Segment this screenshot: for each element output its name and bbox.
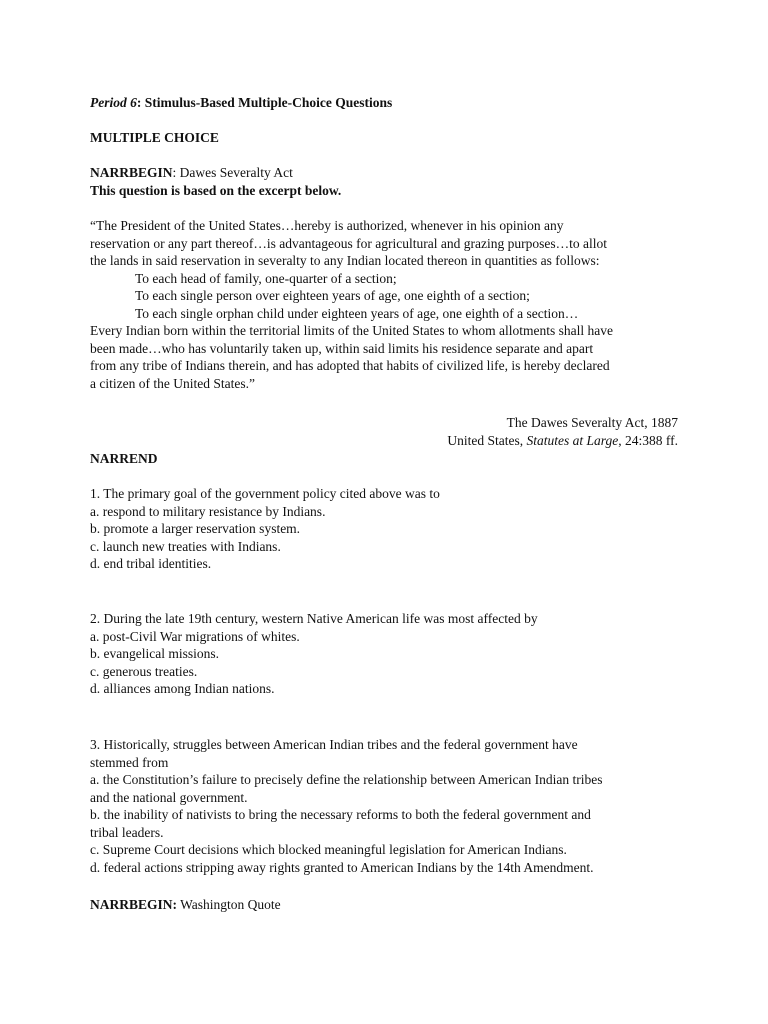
question-stem: 2. During the late 19th century, western Native American life was most affected by [90,611,538,626]
answer-option: c. generous treaties. [90,663,198,679]
answer-option: and the national government. [90,789,248,805]
quote-citation [447,414,678,449]
narrbegin-tag: NARRBEGIN [90,165,173,180]
question-3 [90,736,602,876]
quote-line: been made…who has voluntarily taken up, within said limits his residence separate and apart [90,340,594,356]
narrative-begin-1 [90,164,293,182]
narrative-end: NARREND [90,451,158,466]
quote-line: a citizen of the United States.” [90,375,255,391]
quote-indented-line: To each single orphan child under eighteen years of age, one eighth of a section… [135,305,579,321]
citation-source [447,432,678,450]
answer-option: c. launch new treaties with Indians. [90,538,281,554]
question-2 [90,610,538,698]
quote-line: from any tribe of Indians therein, and has adopted that habits of civilized life, is hereby declared [90,358,610,373]
answer-option: c. Supreme Court decisions which blocked meaningful legislation for American Indians. [90,842,567,857]
answer-option: d. end tribal identities. [90,556,212,571]
citation-suffix: , 24:388 ff. [618,432,678,448]
answer-option: b. evangelical missions. [90,646,219,661]
answer-option: b. the inability of nativists to bring the necessary reforms to both the federal government and [90,807,591,822]
title-text: : Stimulus-Based Multiple-Choice Questions [136,95,393,110]
answer-option: b. promote a larger reservation system. [90,521,301,536]
question-1 [90,485,440,573]
quote-line: the lands in said reservation in severalty to any Indian located thereon in quantities as follows: [90,253,600,268]
answer-option: d. federal actions stripping away rights granted to American Indians by the 14th Amendment. [90,859,594,875]
page-title [90,94,392,112]
period-label: Period 6 [90,95,137,110]
narrative-name: Washington Quote [177,897,281,912]
quote-indented-line: To each single person over eighteen years of age, one eighth of a section; [135,288,530,303]
answer-option: a. respond to military resistance by Indians. [90,503,326,519]
quote-line: Every Indian born within the territorial limits of the United States to whom allotments shall have [90,323,614,338]
question-stem: stemmed from [90,754,169,770]
question-stem: 3. Historically, struggles between American Indian tribes and the federal government have [90,737,578,752]
narrbegin-tag: NARRBEGIN: [90,897,178,912]
section-heading: MULTIPLE CHOICE [90,130,219,145]
question-stem: 1. The primary goal of the government policy cited above was to [90,486,440,501]
answer-option: a. post-Civil War migrations of whites. [90,628,300,644]
quote-line: “The President of the United States…hereby is authorized, whenever in his opinion any [90,218,564,233]
narrative-begin-2 [90,896,281,914]
narrative-instruction: This question is based on the excerpt below. [90,183,342,198]
citation-title: The Dawes Severalty Act, 1887 [506,415,678,430]
narrative-name: : Dawes Severalty Act [172,165,293,180]
quote-line: reservation or any part thereof…is advantageous for agricultural and grazing purposes…to allot [90,235,607,251]
quote-excerpt [90,217,682,392]
answer-option: d. alliances among Indian nations. [90,681,275,696]
answer-option: a. the Constitution’s failure to precisely define the relationship between American Indian tribes [90,772,603,787]
citation-prefix: United States, [447,432,527,448]
citation-italic: Statutes at Large [526,432,619,448]
quote-indented-line: To each head of family, one-quarter of a section; [135,270,397,286]
answer-option: tribal leaders. [90,824,164,840]
